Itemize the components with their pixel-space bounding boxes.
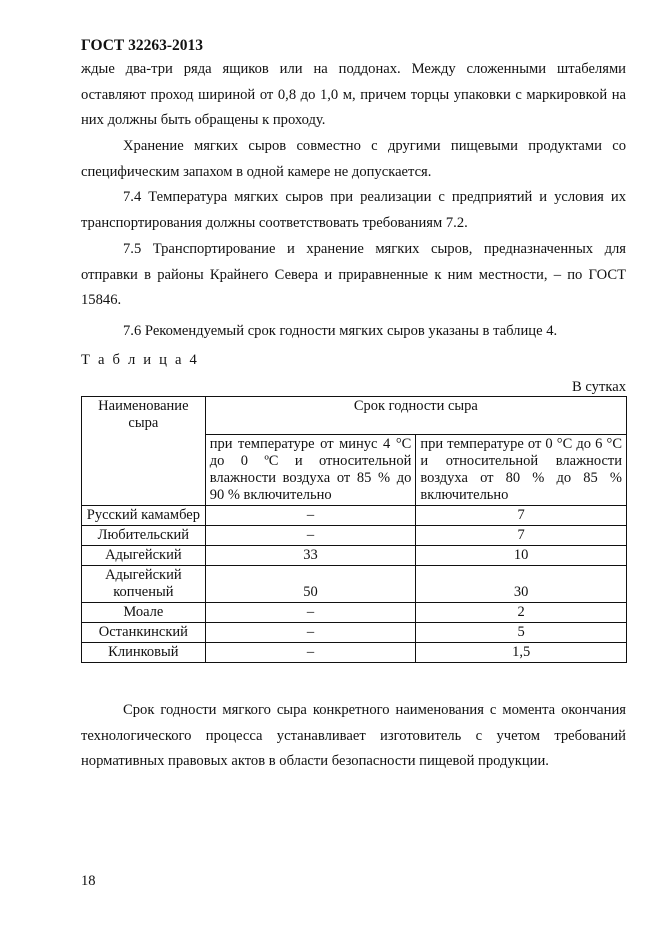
table-row bbox=[82, 526, 627, 546]
table-row bbox=[82, 603, 627, 623]
page-number: 18 bbox=[81, 873, 96, 889]
document-standard-header: ГОСТ 32263-2013 bbox=[81, 37, 204, 54]
shelf-life-value-2: 7 bbox=[416, 506, 627, 526]
shelf-life-value-1: – bbox=[205, 526, 416, 546]
shelf-life-value-1: – bbox=[205, 623, 416, 643]
cheese-name: Останкинский bbox=[82, 623, 206, 643]
paragraph-manufacturer-shelf-life: Срок годности мягкого сыра конкретного наименования с момента окончания технологического процесса устанавливает изготовитель с учетом требований нормативных правовых актов в области безопасности пищевой продукции. bbox=[81, 702, 626, 770]
table-row bbox=[82, 546, 627, 566]
column-header-condition-1: при температуре от минус 4 °С до 0 ºС и относительной влажности воздуха от 85 % до 90 % включительно bbox=[205, 435, 416, 506]
shelf-life-value-2: 30 bbox=[416, 566, 627, 603]
cheese-name: Любительский bbox=[82, 526, 206, 546]
shelf-life-value-1: – bbox=[205, 643, 416, 663]
column-header-shelf-life: Срок годности сыра bbox=[205, 397, 626, 435]
shelf-life-table bbox=[81, 396, 627, 663]
column-header-condition-2: при температуре от 0 °С до 6 °С и относительной влажности воздуха от 80 % до 85 % включительно bbox=[416, 435, 627, 506]
cheese-name: Адыгейский копченый bbox=[82, 566, 206, 603]
shelf-life-value-1: 50 bbox=[205, 566, 416, 603]
paragraph-continuation: ждые два-три ряда ящиков или на поддонах. Между сложенными штабелями оставляют проход шириной от 0,8 до 1,0 м, причем торцы упаковки с маркировкой на них должны быть обращены к проходу. bbox=[81, 61, 626, 129]
shelf-life-value-2: 7 bbox=[416, 526, 627, 546]
table-row bbox=[82, 623, 627, 643]
shelf-life-value-2: 10 bbox=[416, 546, 627, 566]
table-units: В сутках bbox=[572, 379, 626, 395]
table-row bbox=[82, 566, 627, 603]
table-row bbox=[82, 506, 627, 526]
shelf-life-value-2: 5 bbox=[416, 623, 627, 643]
table-row bbox=[82, 643, 627, 663]
cheese-name: Русский камамбер bbox=[82, 506, 206, 526]
cheese-name: Моале bbox=[82, 603, 206, 623]
column-header-name: Наименование сыра bbox=[82, 397, 206, 506]
shelf-life-value-1: – bbox=[205, 603, 416, 623]
paragraph-7-6: 7.6 Рекомендуемый срок годности мягких сыров указаны в таблице 4. bbox=[123, 323, 558, 339]
paragraph-7-4: 7.4 Температура мягких сыров при реализации с предприятий и условия их транспортирования должны соответствовать требованиям 7.2. bbox=[81, 189, 626, 231]
cheese-name: Клинковый bbox=[82, 643, 206, 663]
shelf-life-value-1: 33 bbox=[205, 546, 416, 566]
paragraph-storage: Хранение мягких сыров совместно с другими пищевыми продуктами со специфическим запахом в одной камере не допускается. bbox=[81, 138, 626, 180]
shelf-life-value-1: – bbox=[205, 506, 416, 526]
cheese-name: Адыгейский bbox=[82, 546, 206, 566]
shelf-life-value-2: 1,5 bbox=[416, 643, 627, 663]
shelf-life-value-2: 2 bbox=[416, 603, 627, 623]
table-title: Т а б л и ц а 4 bbox=[81, 352, 200, 368]
paragraph-7-5: 7.5 Транспортирование и хранение мягких сыров, предназначенных для отправки в районы Крайнего Севера и приравненные к ним местности, – по ГОСТ 15846. bbox=[81, 241, 626, 309]
